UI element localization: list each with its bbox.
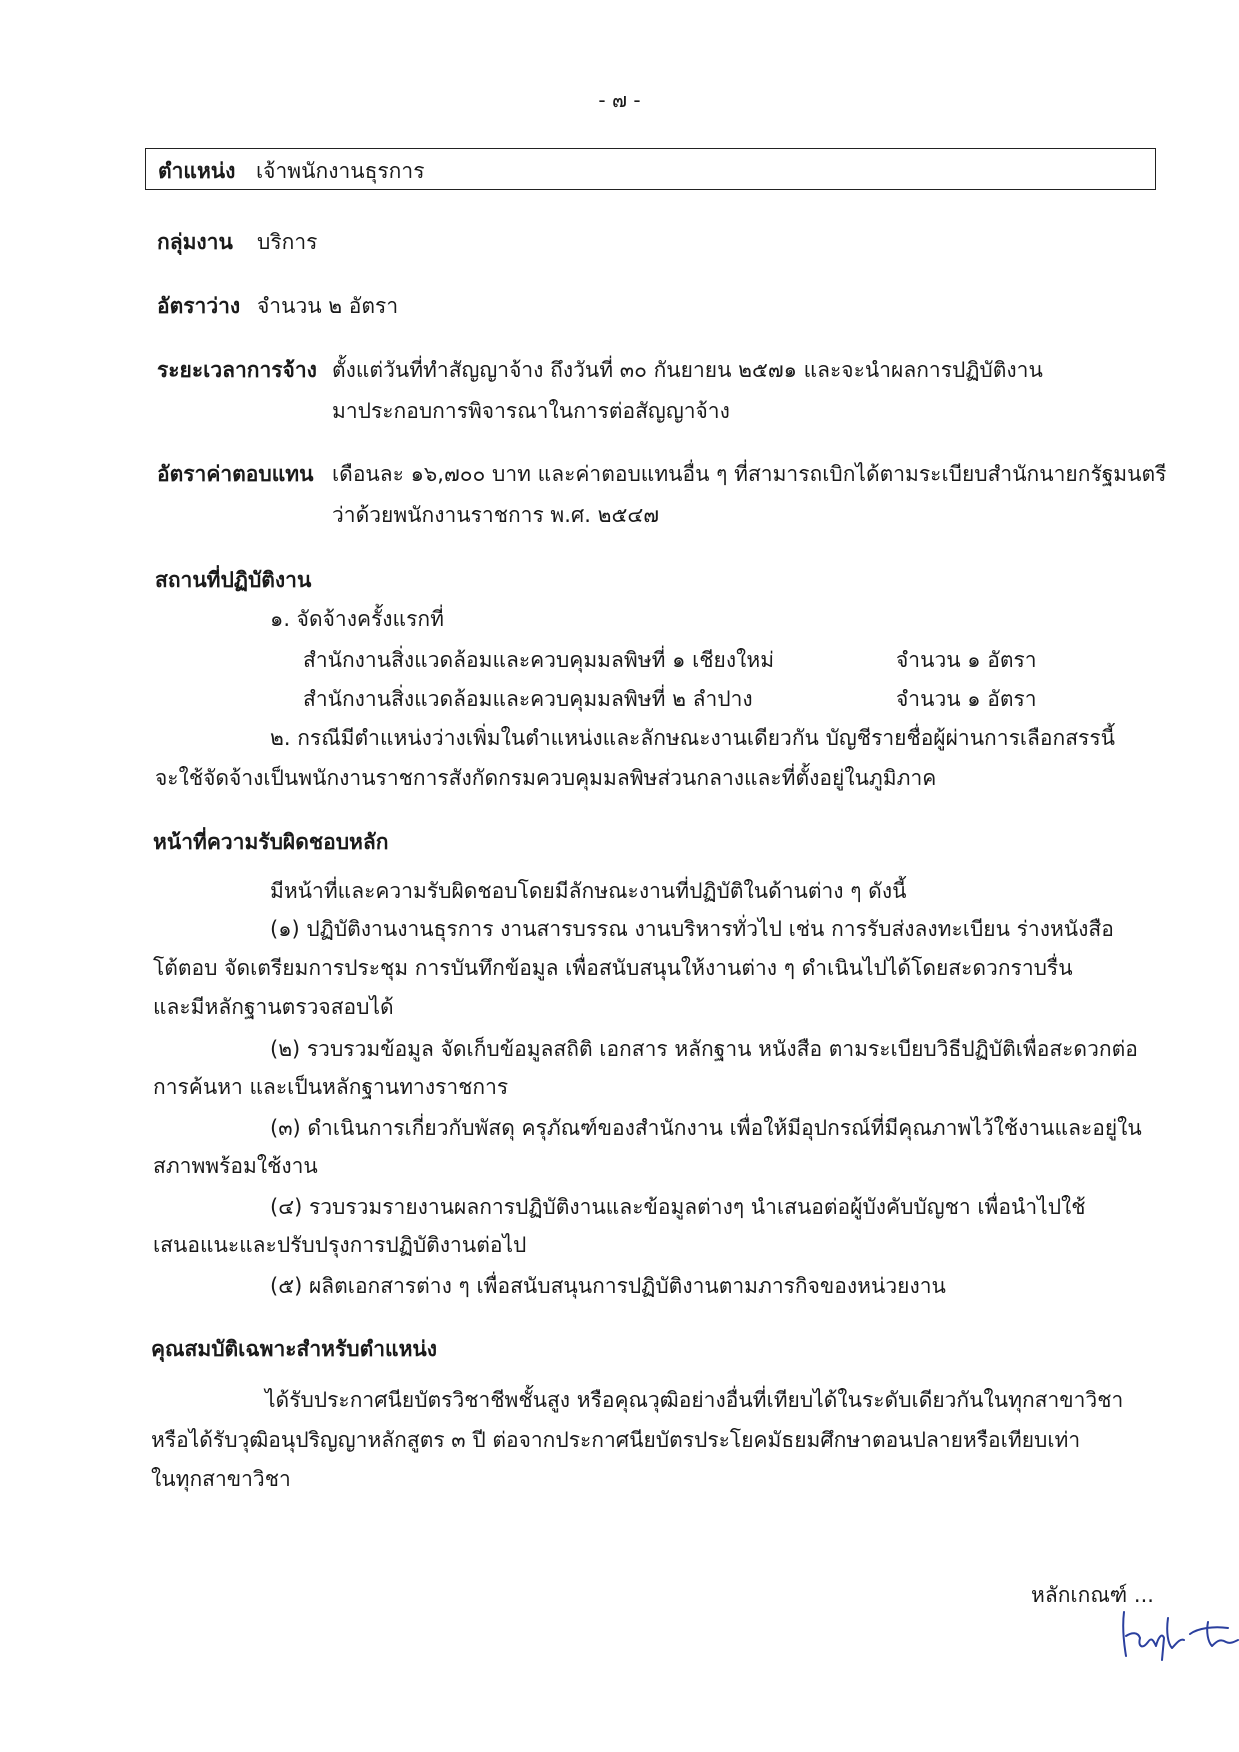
signature-icon <box>1118 1598 1239 1668</box>
duty-1-line3: และมีหลักฐานตรวจสอบได้ <box>153 995 394 1019</box>
employment-period-line1: ตั้งแต่วันที่ทำสัญญาจ้าง ถึงวันที่ ๓๐ กันยายน ๒๕๗๑ และจะนำผลการปฏิบัติงาน <box>332 358 1043 382</box>
workplace-heading: สถานที่ปฏิบัติงาน <box>155 568 312 592</box>
duty-4-line2: เสนอแนะและปรับปรุงการปฏิบัติงานต่อไป <box>153 1233 527 1257</box>
qualifications-line3: ในทุกสาขาวิชา <box>151 1467 291 1491</box>
duty-5-line1: (๕) ผลิตเอกสารต่าง ๆ เพื่อสนับสนุนการปฏิบัติงานตามภารกิจของหน่วยงาน <box>270 1274 946 1298</box>
duties-heading: หน้าที่ความรับผิดชอบหลัก <box>153 830 389 854</box>
employment-period-label: ระยะเวลาการจ้าง <box>157 358 317 382</box>
office-count-1: จำนวน ๑ อัตรา <box>896 648 1037 672</box>
vacancy-value: จำนวน ๒ อัตรา <box>257 294 399 318</box>
workplace-item2-line2: จะใช้จัดจ้างเป็นพนักงานราชการสังกัดกรมควบคุมมลพิษส่วนกลางและที่ตั้งอยู่ในภูมิภาค <box>155 766 937 790</box>
work-group-value: บริการ <box>257 230 318 254</box>
work-group-label: กลุ่มงาน <box>157 230 233 254</box>
duty-2-line2: การค้นหา และเป็นหลักฐานทางราชการ <box>153 1075 509 1099</box>
compensation-label: อัตราค่าตอบแทน <box>157 462 314 486</box>
compensation-line2: ว่าด้วยพนักงานราชการ พ.ศ. ๒๕๔๗ <box>332 503 660 527</box>
qualifications-heading: คุณสมบัติเฉพาะสำหรับตำแหน่ง <box>151 1337 438 1361</box>
office-name-1: สำนักงานสิ่งแวดล้อมและควบคุมมลพิษที่ ๑ เชียงใหม่ <box>303 648 775 672</box>
position-box <box>145 148 1156 190</box>
vacancy-label: อัตราว่าง <box>157 294 241 318</box>
position-label: ตำแหน่ง <box>158 159 236 183</box>
duty-2-line1: (๒) รวบรวมข้อมูล จัดเก็บข้อมูลสถิติ เอกสาร หลักฐาน หนังสือ ตามระเบียบวิธีปฏิบัติเพื่อสะดวกต่อ <box>270 1037 1138 1061</box>
qualifications-line1: ได้รับประกาศนียบัตรวิชาชีพชั้นสูง หรือคุณวุฒิอย่างอื่นที่เทียบได้ในระดับเดียวกันในทุกสาขาวิชา <box>265 1388 1124 1412</box>
duty-1-line1: (๑) ปฏิบัติงานงานธุรการ งานสารบรรณ งานบริหารทั่วไป เช่น การรับส่งลงทะเบียน ร่างหนังสือ <box>270 917 1114 941</box>
workplace-item2-line1: ๒. กรณีมีตำแหน่งว่างเพิ่มในตำแหน่งและลักษณะงานเดียวกัน บัญชีรายชื่อผู้ผ่านการเลือกสรรนี้ <box>270 726 1115 750</box>
duties-intro: มีหน้าที่และความรับผิดชอบโดยมีลักษณะงานที่ปฏิบัติในด้านต่าง ๆ ดังนี้ <box>270 879 907 903</box>
duty-4-line1: (๔) รวบรวมรายงานผลการปฏิบัติงานและข้อมูลต่างๆ นำเสนอต่อผู้บังคับบัญชา เพื่อนำไปใช้ <box>270 1195 1086 1219</box>
page-number: - ๗ - <box>598 88 641 112</box>
duty-3-line2: สภาพพร้อมใช้งาน <box>153 1154 318 1178</box>
office-name-2: สำนักงานสิ่งแวดล้อมและควบคุมมลพิษที่ ๒ ลำปาง <box>303 687 753 711</box>
duty-1-line2: โต้ตอบ จัดเตรียมการประชุม การบันทึกข้อมูล เพื่อสนับสนุนให้งานต่าง ๆ ดำเนินไปได้โดยสะดวกราบรื่น <box>153 956 1073 980</box>
workplace-item1: ๑. จัดจ้างครั้งแรกที่ <box>270 607 444 631</box>
continued-note: หลักเกณฑ์ ... <box>1031 1583 1154 1607</box>
compensation-line1: เดือนละ ๑๖,๗๐๐ บาท และค่าตอบแทนอื่น ๆ ที่สามารถเบิกได้ตามระเบียบสำนักนายกรัฐมนตรี <box>332 462 1167 486</box>
position-value: เจ้าพนักงานธุรการ <box>256 159 425 183</box>
office-count-2: จำนวน ๑ อัตรา <box>896 687 1037 711</box>
employment-period-line2: มาประกอบการพิจารณาในการต่อสัญญาจ้าง <box>332 399 730 423</box>
duty-3-line1: (๓) ดำเนินการเกี่ยวกับพัสดุ ครุภัณฑ์ของสำนักงาน เพื่อให้มีอุปกรณ์ที่มีคุณภาพไว้ใช้งานและอยู่ใน <box>270 1116 1142 1140</box>
qualifications-line2: หรือได้รับวุฒิอนุปริญญาหลักสูตร ๓ ปี ต่อจากประกาศนียบัตรประโยคมัธยมศึกษาตอนปลายหรือเทียบเท่า <box>151 1428 1081 1452</box>
